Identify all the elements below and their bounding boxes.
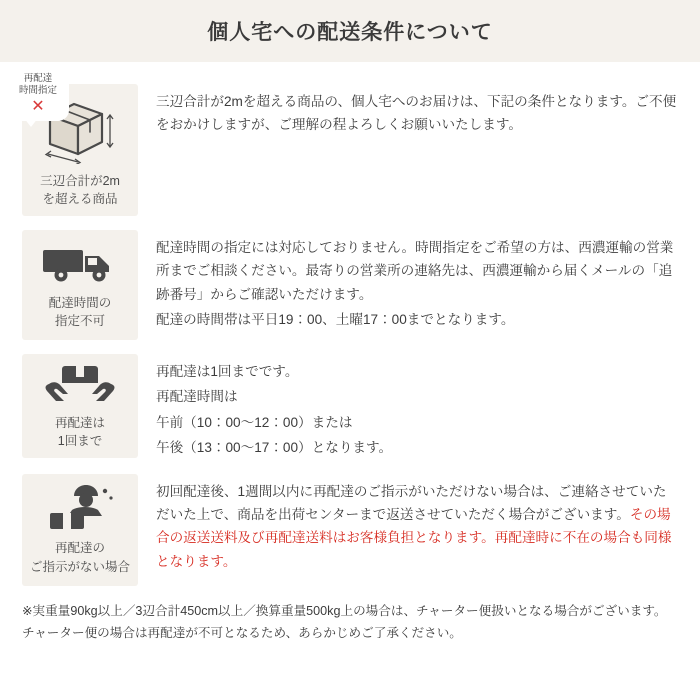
paragraph: 再配達時間は	[156, 389, 238, 405]
paragraph-warning-text: その場合の返送送料及び再配達送料はお客様負担となります。再配達時に不在の場合も同様となります。	[156, 506, 672, 569]
caption-line: ご指示がない場合	[29, 559, 130, 574]
badge-line-1: 再配達	[23, 73, 53, 85]
page-title: 個人宅への配送条件について	[207, 21, 493, 44]
icon-card-caption-redelivery-limit	[55, 414, 105, 450]
caption-line: 指定不可	[54, 314, 105, 328]
caption-line: 再配達は	[54, 415, 105, 430]
caption-line: 三辺合計が2m	[40, 173, 120, 188]
condition-row-redelivery-limit	[22, 354, 678, 460]
paragraph: 午後（13：00〜17：00）となります。	[156, 440, 393, 456]
time-designation-badge	[8, 68, 68, 120]
condition-row-size	[18, 73, 678, 216]
caption-line: 配達時間の	[48, 295, 112, 310]
delivery-truck-icon	[41, 240, 119, 286]
text-column-size	[138, 84, 678, 137]
redelivery-hands-box-icon	[43, 362, 117, 406]
text-column-no-instruction	[138, 474, 678, 574]
icon-card-no-instruction	[22, 474, 138, 586]
paragraph: 再配達は1回までです。	[156, 364, 299, 379]
badge-cross-icon: ✕	[31, 97, 45, 115]
condition-row-no-instruction	[22, 474, 678, 586]
caption-line: 再配達の	[54, 541, 105, 556]
paragraph: 三辺合計が2mを超える商品の、個人宅へのお届けは、下記の条件となります。ご不便をおかけしますが、ご理解の程よろしくお願いいたします。	[156, 94, 677, 133]
paragraph-text: 初回配達後、1週間以内に再配達のご指示がいただけない場合は、ご連絡させていただいた上で、商品を出荷センターまで返送させていただく場合がございます。	[156, 483, 667, 522]
condition-rows	[0, 62, 700, 586]
icon-card-time	[22, 230, 138, 340]
text-column-time	[138, 230, 678, 332]
caption-line: を超える商品	[42, 192, 118, 206]
icon-card-caption-time	[49, 294, 112, 330]
condition-row-time	[22, 230, 678, 340]
delivery-person-icon	[42, 483, 118, 531]
paragraph: 配達時間の指定には対応しておりません。時間指定をご希望の方は、西濃運輸の営業所までご相談ください。最寄りの営業所の連絡先は、西濃運輸から届くメールの「追跡番号」からご確認いただけます。	[156, 240, 674, 302]
icon-card-caption-size	[40, 172, 120, 208]
badge-line-2: 時間指定	[18, 85, 57, 96]
paragraph: 配達の時間帯は平日19：00、土曜17：00までとなります。	[156, 312, 515, 328]
text-column-redelivery-limit	[138, 354, 678, 460]
paragraph: 午前（10：00〜12：00）または	[156, 414, 353, 430]
page-header	[0, 0, 700, 62]
icon-card-size	[18, 73, 138, 216]
footnote: ※実重量90kg以上／3辺合計450cm以上／換算重量500kg上の場合は、チャーター便扱いとなる場合がございます。チャーター便の場合は再配達が不可となるため、あらかじめご了承ください。	[22, 603, 667, 640]
icon-card-redelivery-limit	[22, 354, 138, 458]
icon-card-caption-no-instruction	[30, 539, 130, 575]
caption-line: 1回まで	[57, 434, 103, 448]
paragraph	[156, 480, 678, 574]
